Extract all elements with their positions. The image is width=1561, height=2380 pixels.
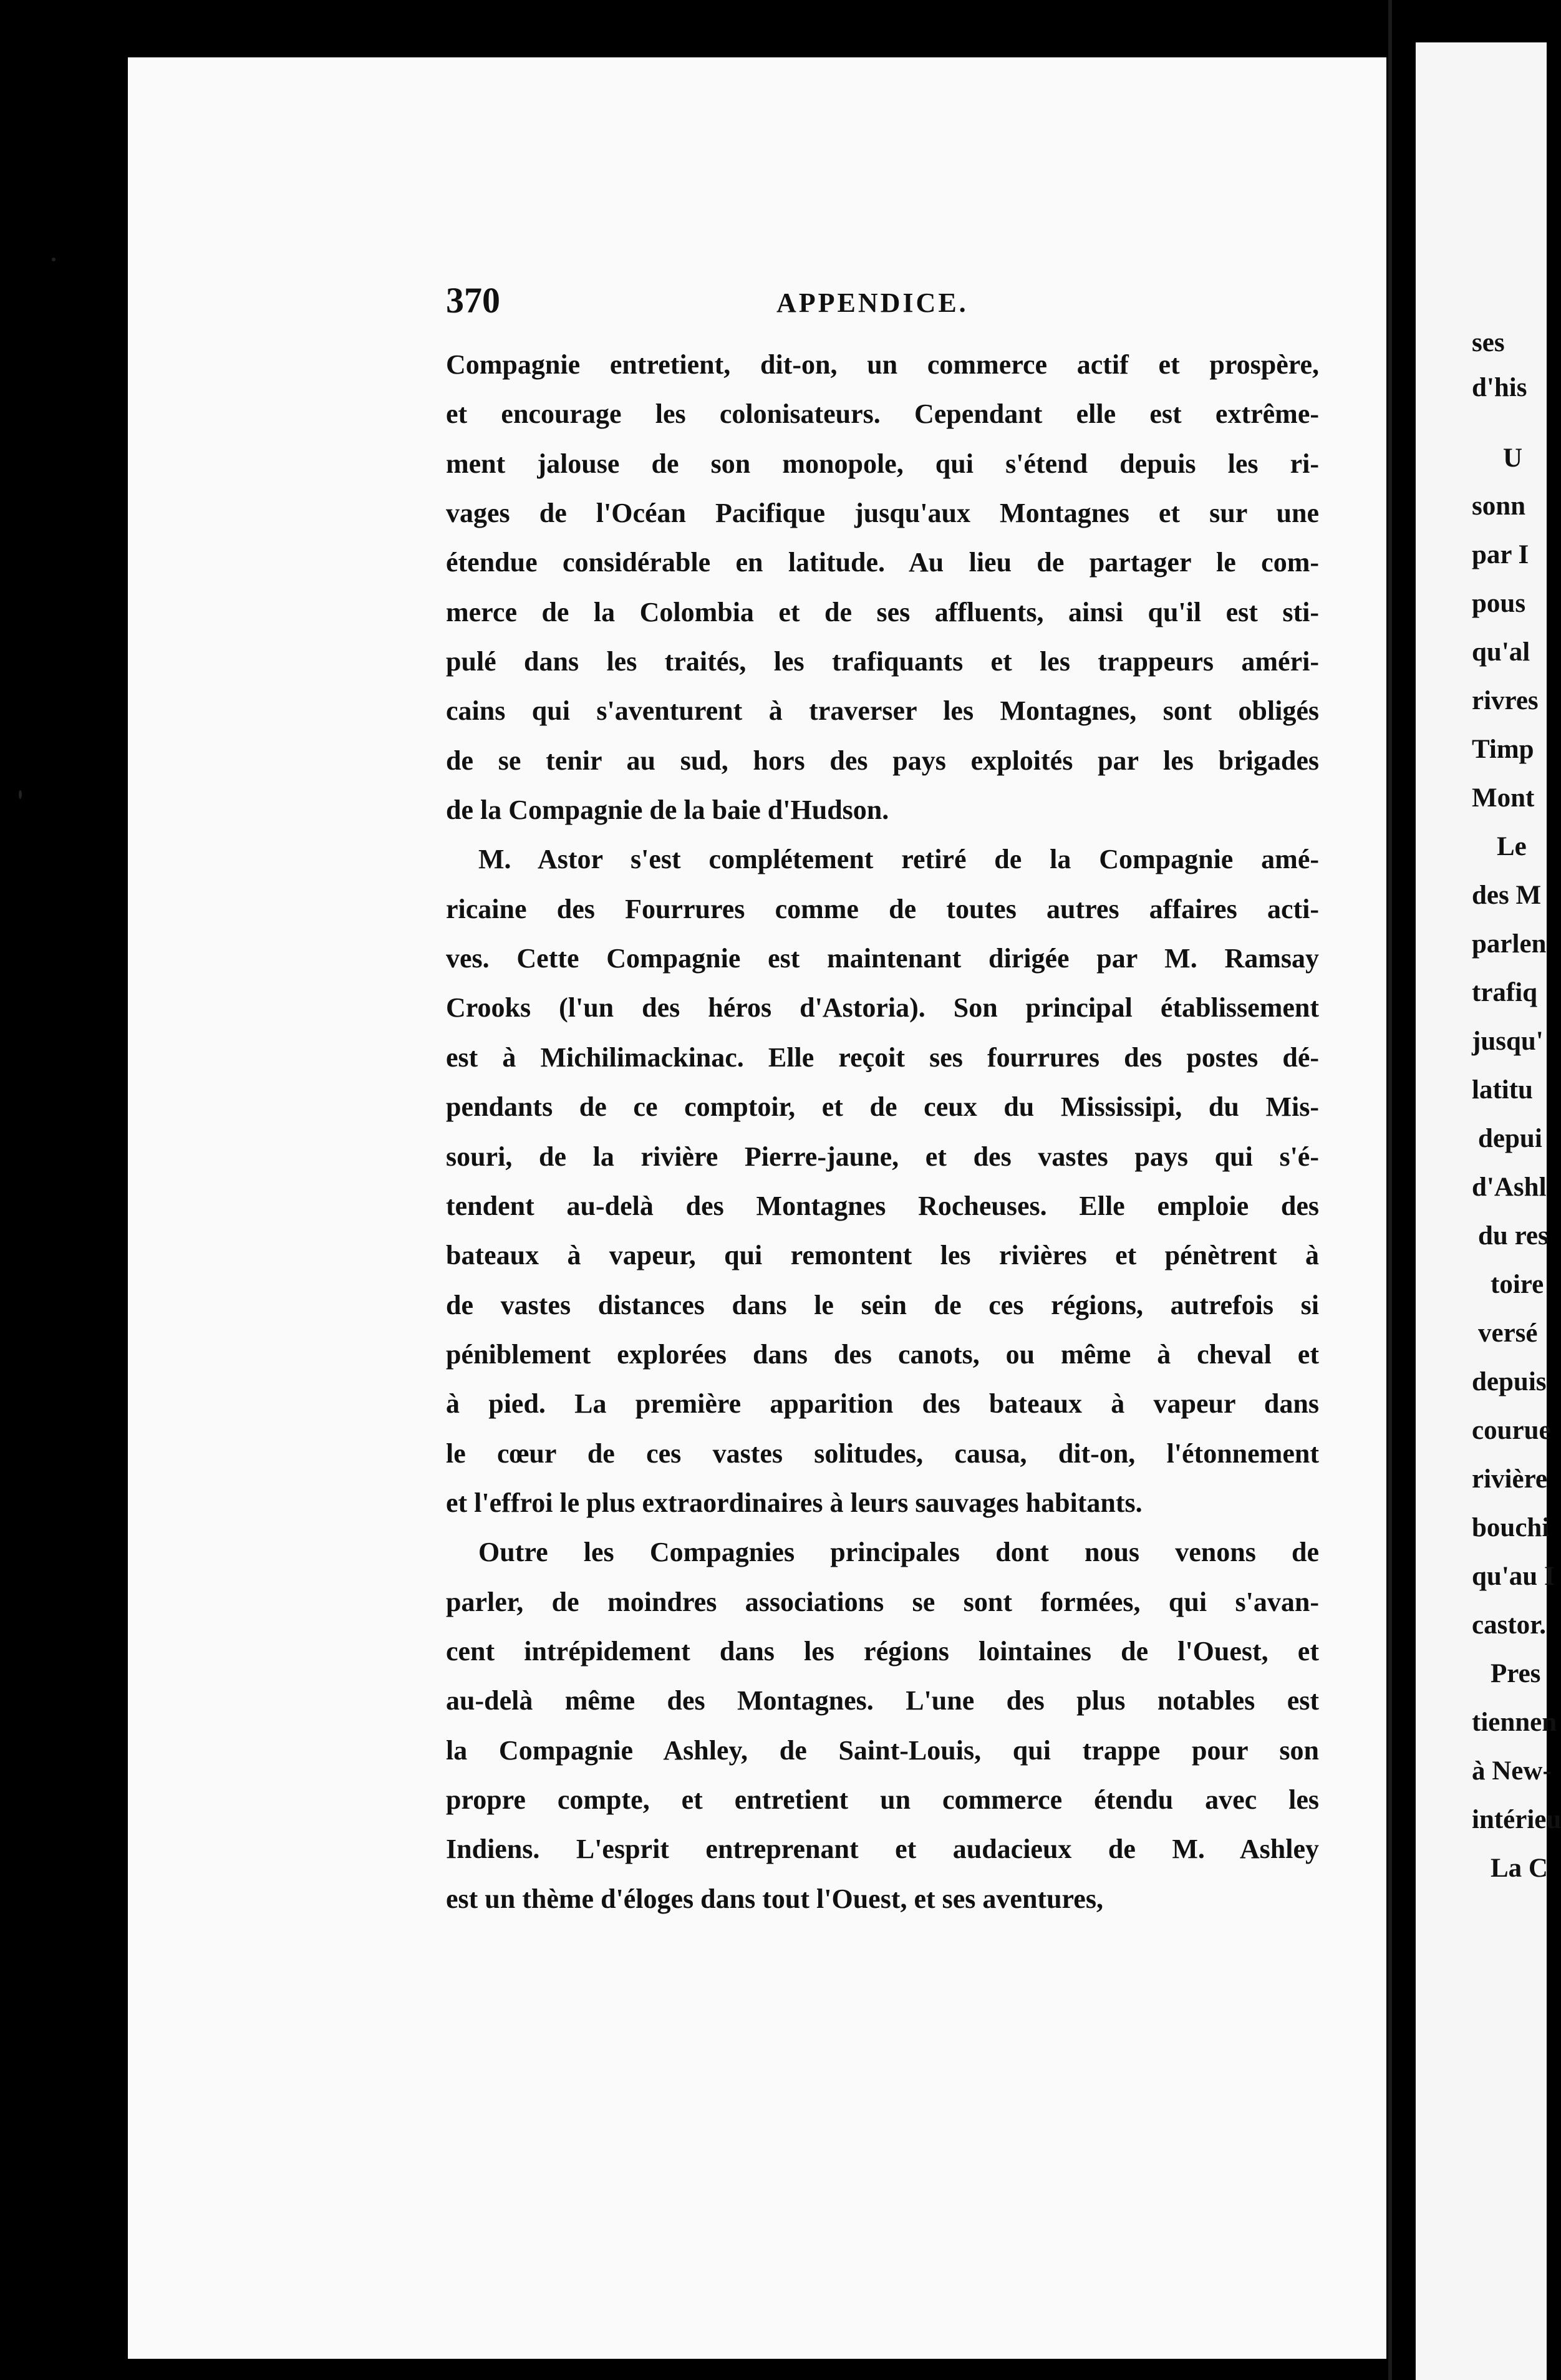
facing-page-fragment: U xyxy=(1503,443,1523,473)
facing-page-fragment: depui xyxy=(1478,1124,1542,1153)
text-line: le cœur de ces vastes solitudes, causa, dit-on, l'étonnement xyxy=(446,1438,1319,1469)
text-line: Indiens. L'esprit entreprenant et audacieux de M. Ashley xyxy=(446,1834,1319,1865)
text-line: parler, de moindres associations se sont formées, qui s'avan- xyxy=(446,1586,1319,1617)
text-line: tendent au-delà des Montagnes Rocheuses. Elle emploie des xyxy=(446,1190,1319,1221)
facing-page-fragment: La C xyxy=(1491,1854,1548,1883)
text-line: vages de l'Océan Pacifique jusqu'aux Montagnes et sur une xyxy=(446,498,1319,529)
facing-page-fragment: intérieu xyxy=(1472,1805,1561,1834)
facing-page-fragment: pous xyxy=(1472,589,1526,618)
page-gutter xyxy=(1388,0,1392,2380)
text-line: merce de la Colombia et de ses affluents, ainsi qu'il est sti- xyxy=(446,596,1319,627)
text-line: souri, de la rivière Pierre-jaune, et des vastes pays qui s'é- xyxy=(446,1141,1319,1172)
facing-page-fragment: d'Ashl xyxy=(1472,1173,1547,1202)
facing-page-fragment: rivière xyxy=(1472,1464,1547,1494)
facing-page-fragment: à New- xyxy=(1472,1756,1552,1786)
text-line: de vastes distances dans le sein de ces régions, autrefois si xyxy=(446,1289,1319,1320)
text-line: Outre les Compagnies principales dont nous venons de xyxy=(478,1537,1319,1568)
scan-speck xyxy=(19,790,22,799)
facing-page-fragment: ses xyxy=(1472,328,1505,357)
text-line: de se tenir au sud, hors des pays exploités par les brigades xyxy=(446,745,1319,776)
facing-page-fragment: latitu xyxy=(1472,1075,1533,1105)
text-line: la Compagnie Ashley, de Saint-Louis, qui trappe pour son xyxy=(446,1734,1319,1766)
facing-page-fragment: trafiq xyxy=(1472,978,1538,1007)
facing-page-fragment: toire xyxy=(1491,1270,1544,1299)
text-line: cent intrépidement dans les régions lointaines de l'Ouest, et xyxy=(446,1635,1319,1666)
text-line: pulé dans les traités, les trafiquants et les trappeurs améri- xyxy=(446,646,1319,677)
text-line: cains qui s'aventurent à traverser les Montagnes, sont obligés xyxy=(446,695,1319,727)
facing-page-fragment: Le xyxy=(1497,832,1527,861)
running-head xyxy=(446,279,1319,321)
text-line: est à Michilimackinac. Elle reçoit ses fourrures des postes dé- xyxy=(446,1042,1319,1073)
facing-page-fragment: Pres xyxy=(1491,1659,1541,1688)
facing-page-fragment: Timp xyxy=(1472,735,1534,764)
facing-page-fragment: bouchi xyxy=(1472,1513,1550,1542)
facing-page-fragment: du res xyxy=(1478,1221,1549,1250)
text-line: bateaux à vapeur, qui remontent les rivières et pénètrent à xyxy=(446,1240,1319,1271)
facing-page-fragment: versé xyxy=(1478,1318,1538,1348)
facing-page-fragment: qu'al xyxy=(1472,637,1530,667)
facing-page-fragment: castor. xyxy=(1472,1610,1547,1640)
facing-page-fragment: courue xyxy=(1472,1416,1551,1445)
text-line: ves. Cette Compagnie est maintenant dirigée par M. Ramsay xyxy=(446,943,1319,974)
facing-page-fragment: sonn xyxy=(1472,491,1526,521)
facing-page-fragment: des M xyxy=(1472,881,1542,910)
text-line: pendants de ce comptoir, et de ceux du Mississipi, du Mis- xyxy=(446,1091,1319,1123)
facing-page-fragment: depuis xyxy=(1472,1367,1547,1396)
body-text xyxy=(446,340,1319,1923)
page-number: 370 xyxy=(446,280,500,321)
page-header-title: APPENDICE. xyxy=(776,288,969,318)
text-line: et l'effroi le plus extraordinaires à leurs sauvages habitants. xyxy=(446,1487,1143,1518)
text-line: de la Compagnie de la baie d'Hudson. xyxy=(446,795,889,826)
text-line: péniblement explorées dans des canots, ou même à cheval et xyxy=(446,1338,1319,1370)
facing-page-fragment: parlen xyxy=(1472,929,1547,959)
facing-page-fragment: tiennen xyxy=(1472,1708,1557,1737)
text-line: Crooks (l'un des héros d'Astoria). Son principal établissement xyxy=(446,992,1319,1023)
text-line: ricaine des Fourrures comme de toutes autres affaires acti- xyxy=(446,893,1319,924)
facing-page-fragment: jusqu' xyxy=(1472,1027,1544,1056)
facing-page-fragment: qu'au I xyxy=(1472,1562,1555,1591)
text-line: M. Astor s'est complétement retiré de la Compagnie amé- xyxy=(478,844,1319,875)
text-line: étendue considérable en latitude. Au lieu de partager le com- xyxy=(446,547,1319,578)
text-line: ment jalouse de son monopole, qui s'étend depuis les ri- xyxy=(446,448,1319,479)
text-line: au-delà même des Montagnes. L'une des plus notables est xyxy=(446,1685,1319,1716)
text-line: et encourage les colonisateurs. Cependant elle est extrême- xyxy=(446,399,1319,430)
scan-speck xyxy=(52,258,56,261)
facing-page-fragment: rivres xyxy=(1472,686,1539,715)
facing-page-fragment: d'his xyxy=(1472,373,1527,402)
text-line: Compagnie entretient, dit-on, un commerce actif et prospère, xyxy=(446,349,1319,380)
facing-page-fragment: Mont xyxy=(1472,783,1535,813)
text-line: est un thème d'éloges dans tout l'Ouest, et ses aventures, xyxy=(446,1883,1103,1914)
facing-page xyxy=(1416,42,1561,2380)
text-line: propre compte, et entretient un commerce étendu avec les xyxy=(446,1784,1319,1815)
facing-page-fragment: par I xyxy=(1472,540,1529,569)
text-line: à pied. La première apparition des bateaux à vapeur dans xyxy=(446,1388,1319,1420)
